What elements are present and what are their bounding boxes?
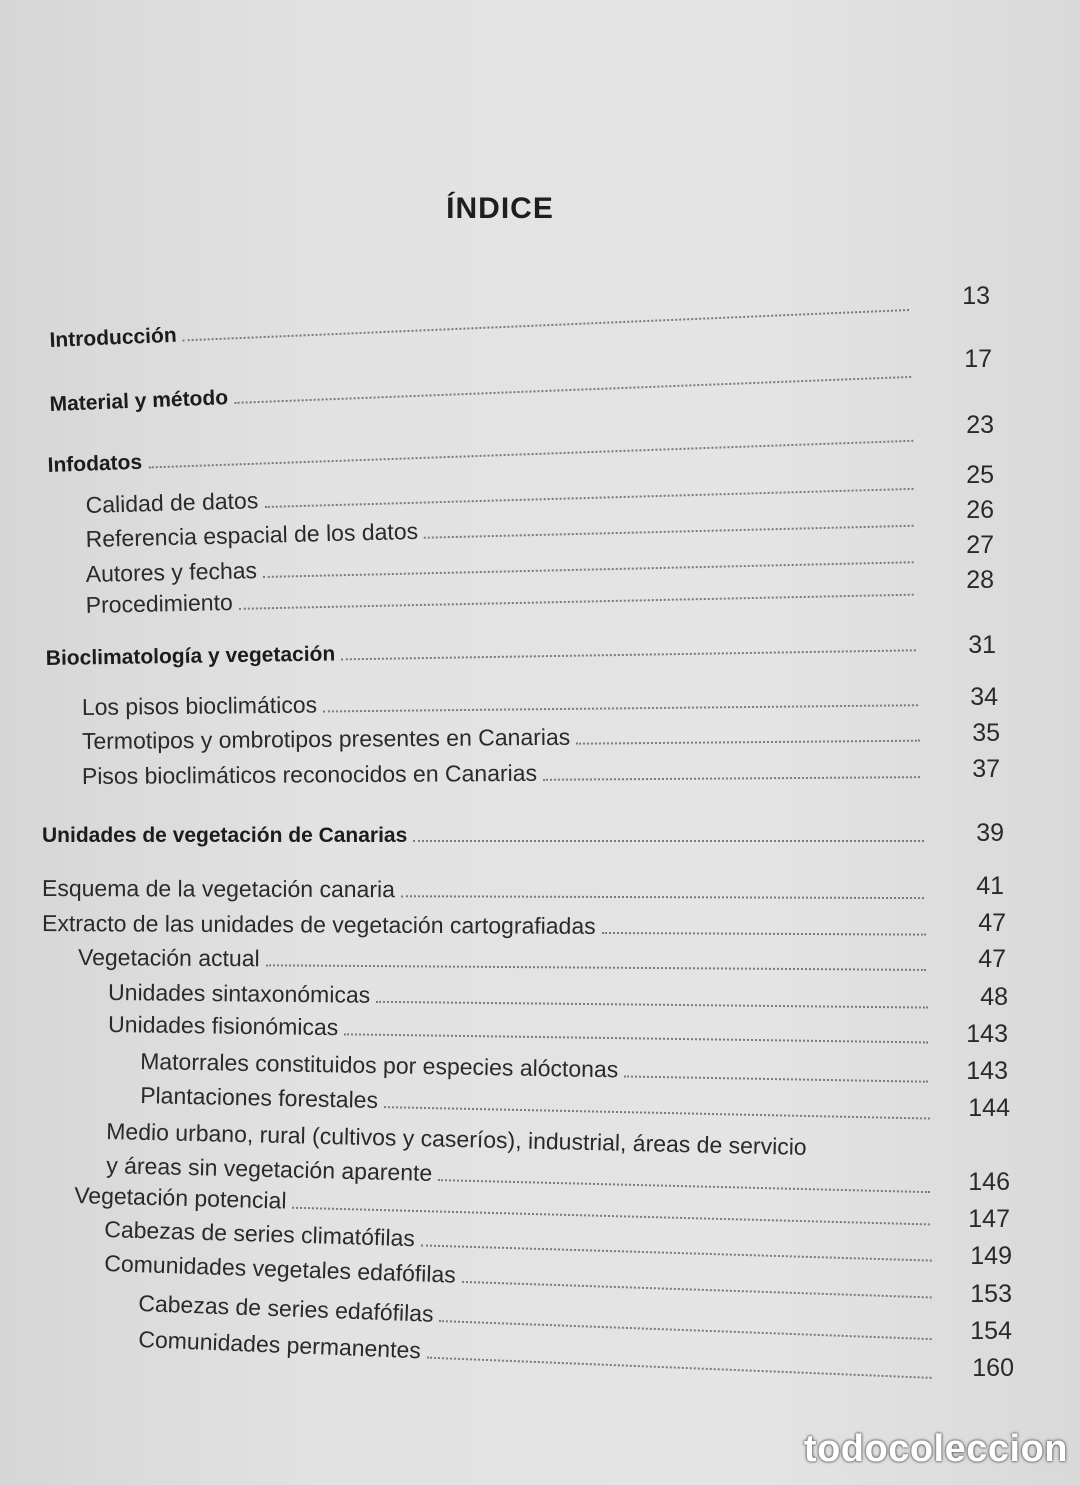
toc-page-number: 146 [968,1168,1010,1196]
toc-entry-label: Los pisos bioclimáticos [81,691,318,720]
toc-entry [108,1013,934,1048]
toc-entry-label: Medio urbano, rural (cultivos y caseríos), industrial, áreas de servicio [106,1118,807,1160]
toc-entry-label: Unidades de vegetación de Canarias [42,824,408,847]
toc-entry-label: Unidades fisionómicas [107,1011,339,1041]
toc-page-number: 149 [970,1242,1012,1270]
toc-entry-label: Extracto de las unidades de vegetación cartografiadas [41,910,596,939]
toc-entry-label: Calidad de datos [85,487,259,518]
toc-page-number: 154 [970,1317,1012,1345]
toc-entry-label: Vegetación potencial [73,1182,287,1214]
leader-dots [602,930,926,936]
leader-dots [263,559,914,578]
toc-page-number: 31 [968,631,996,659]
leader-dots [148,438,913,469]
toc-entry-label: Comunidades permanentes [137,1326,422,1364]
toc-entry-label: Comunidades vegetales edafófilas [103,1250,457,1288]
toc-page-number: 144 [968,1094,1010,1122]
leader-dots [439,1318,931,1340]
toc-page-number: 25 [966,461,994,489]
toc-entry [42,825,930,846]
toc-entry-label: Matorrales constituidos por especies alóctonas [139,1048,619,1083]
leader-dots [234,374,911,404]
leader-dots [266,962,926,971]
leader-dots [462,1279,932,1299]
leader-dots [401,893,924,899]
toc-entry-label: Unidades sintaxonómicas [107,979,371,1008]
page-title: ÍNDICE [446,192,554,225]
leader-dots [344,1031,928,1043]
toc-page-number: 17 [964,345,992,373]
toc-entry [140,1050,934,1087]
toc-entry [140,1084,936,1124]
toc-entry-label: Termotipos y ombrotipos presentes en Canarias [81,723,571,754]
toc-page-number: 39 [976,819,1004,847]
toc-page-number: 143 [966,1020,1008,1048]
toc-entry-label: Autores y fechas [85,557,258,587]
leader-dots [183,307,909,341]
toc-entry-label: Introducción [49,323,178,352]
toc-entry-label: Infodatos [47,450,143,477]
leader-dots [424,523,914,539]
toc-entry [42,877,930,903]
watermark-logo: todocoleccion [803,1428,1068,1470]
toc-entry-label: Pisos bioclimáticos reconocidos en Canarias [81,759,538,789]
toc-entry [78,946,932,975]
toc-entry [108,981,934,1013]
leader-dots [239,592,914,610]
leader-dots [323,702,918,712]
leader-dots [341,647,916,660]
toc-page-number: 153 [970,1280,1012,1308]
toc-page-number: 48 [980,983,1008,1011]
toc-entry-label: Bioclimatología y vegetación [45,642,336,670]
toc-entry-label: Procedimiento [85,588,234,618]
toc-entry-label: Esquema de la vegetación canaria [41,875,395,903]
leader-dots [376,999,928,1009]
toc-page-number: 47 [978,945,1006,973]
toc-entry-label: Cabezas de series edafófilas [137,1290,435,1327]
toc-page-number: 34 [970,683,998,711]
toc-entry [82,723,926,753]
toc-page-number: 13 [962,282,990,310]
leader-dots [421,1242,932,1261]
toc-page-number: 27 [966,531,994,559]
leader-dots [543,774,920,781]
leader-dots [292,1205,930,1226]
leader-dots [624,1073,928,1082]
toc-page-number: 23 [966,411,994,439]
toc-page-number: 37 [972,755,1000,783]
toc-page-number: 147 [968,1205,1010,1233]
leader-dots [264,486,913,508]
toc-page-number: 26 [966,496,994,524]
toc-page-number: 143 [966,1057,1008,1085]
toc-entry-label: Plantaciones forestales [139,1082,379,1113]
toc-page-number: 28 [966,566,994,594]
toc-entry [82,687,924,719]
toc-entry [46,634,922,669]
toc-page-number: 35 [972,719,1000,747]
toc-entry [47,425,919,476]
toc-entry-label: Cabezas de series climatófilas [103,1216,416,1252]
toc-page-number: 160 [972,1354,1014,1382]
leader-dots [438,1177,930,1193]
leader-dots [384,1104,930,1119]
toc-entry [49,294,915,351]
toc-entry [49,361,917,415]
toc-page-number: 41 [976,872,1004,900]
toc-entry-label: Referencia espacial de los datos [85,517,419,552]
toc-entry [42,912,932,940]
toc-entry-label: Material y método [49,386,229,416]
leader-dots [576,738,920,745]
toc-entry-label: Vegetación actual [77,944,260,972]
toc-entry-label: y áreas sin vegetación aparente [105,1152,433,1186]
toc-page-number: 47 [978,909,1006,937]
toc-entry [82,759,926,788]
leader-dots [426,1355,931,1379]
leader-dots [413,838,924,842]
